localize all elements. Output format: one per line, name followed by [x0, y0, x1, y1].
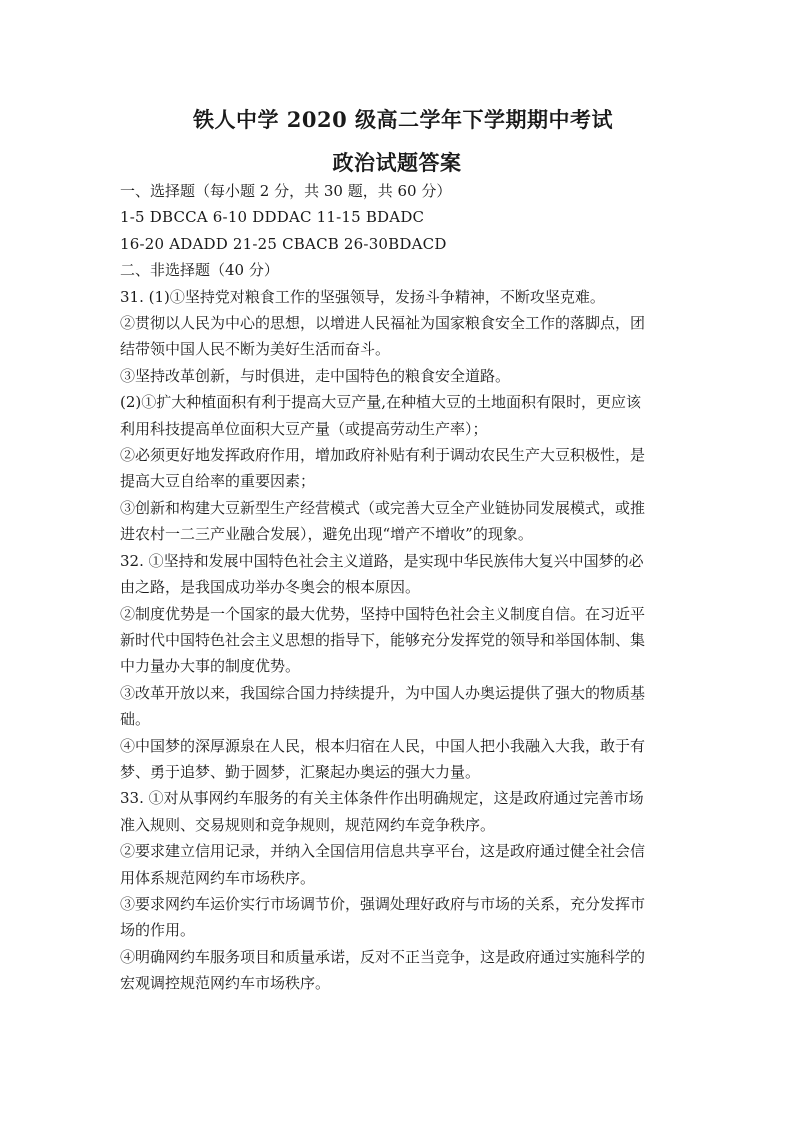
- section-heading-choice: 一、选择题（每小题 2 分，共 30 题，共 60 分）: [120, 182, 452, 200]
- page-subtitle: 政治试题答案: [332, 150, 462, 175]
- answer-line: 31. (1)①坚持党对粮食工作的坚强领导，发扬斗争精神，不断攻坚克难。: [120, 287, 605, 306]
- answer-line: 由之路，是我国成功举办冬奥会的根本原因。: [120, 578, 421, 597]
- answer-line: ③坚持改革创新，与时俱进，走中国特色的粮食安全道路。: [120, 366, 511, 385]
- answer-line: 32. ①坚持和发展中国特色社会主义道路，是实现中华民族伟大复兴中国梦的必: [120, 551, 644, 570]
- answer-line: 梦、勇于追梦、勤于圆梦，汇聚起办奥运的强大力量。: [120, 762, 481, 781]
- answer-line: 33. ①对从事网约车服务的有关主体条件作出明确规定，这是政府通过完善市场: [120, 789, 644, 808]
- answer-line: ②贯彻以人民为中心的思想，以增进人民福祉为国家粮食安全工作的落脚点，团: [120, 314, 646, 333]
- answer-content: [120, 178, 680, 997]
- answer-line: ③要求网约车运价实行市场调节价，强调处理好政府与市场的关系，充分发挥市: [120, 894, 646, 913]
- answer-line: 进农村一二三产业融合发展），避免出现“增产不增收”的现象。: [120, 525, 533, 544]
- answer-line: 准入规则、交易规则和竞争规则，规范网约车竞争秩序。: [120, 815, 496, 834]
- answer-line: 宏观调控规范网约车市场秩序。: [120, 974, 331, 993]
- answer-line: ③改革开放以来，我国综合国力持续提升，为中国人办奥运提供了强大的物质基: [120, 683, 646, 702]
- answer-key-row-2: 16-20 ADADD 21-25 CBACB 26-30BDACD: [120, 234, 447, 253]
- answer-line: 场的作用。: [120, 921, 196, 940]
- answer-line: ④中国梦的深厚源泉在人民，根本归宿在人民，中国人把小我融入大我，敢于有: [120, 736, 646, 755]
- page-title: 铁人中学 2020 级高二学年下学期期中考试: [192, 107, 614, 132]
- answer-line: 结带领中国人民不断为美好生活而奋斗。: [120, 340, 391, 359]
- answer-line: ④明确网约车服务项目和质量承诺，反对不正当竞争，这是政府通过实施科学的: [120, 947, 646, 966]
- section-heading-non-choice: 二、非选择题（40 分）: [120, 261, 279, 280]
- answer-line: ②制度优势是一个国家的最大优势，坚持中国特色社会主义制度自信。在习近平: [120, 604, 646, 623]
- answer-key-row-1: 1-5 DBCCA 6-10 DDDAC 11-15 BDADC: [120, 208, 425, 227]
- answer-line: (2)①扩大种植面积有利于提高大豆产量,在种植大豆的土地面积有限时，更应该: [120, 393, 642, 412]
- answer-line: 中力量办大事的制度优势。: [120, 657, 301, 676]
- answer-line: 用体系规范网约车市场秩序。: [120, 868, 316, 887]
- answer-line: 础。: [120, 710, 151, 729]
- answer-line: ②必须更好地发挥政府作用，增加政府补贴有利于调动农民生产大豆积极性，是: [120, 446, 646, 465]
- answer-line: ②要求建立信用记录，并纳入全国信用信息共享平台，这是政府通过健全社会信: [120, 842, 646, 861]
- answer-line: ③创新和构建大豆新型生产经营模式（或完善大豆全产业链协同发展模式，或推: [120, 498, 646, 517]
- answer-line: 提高大豆自给率的重要因素；: [120, 472, 316, 491]
- answer-line: 利用科技提高单位面积大豆产量（或提高劳动生产率）；: [120, 419, 488, 438]
- answer-line: 新时代中国特色社会主义思想的指导下，能够充分发挥党的领导和举国体制、集: [120, 630, 646, 649]
